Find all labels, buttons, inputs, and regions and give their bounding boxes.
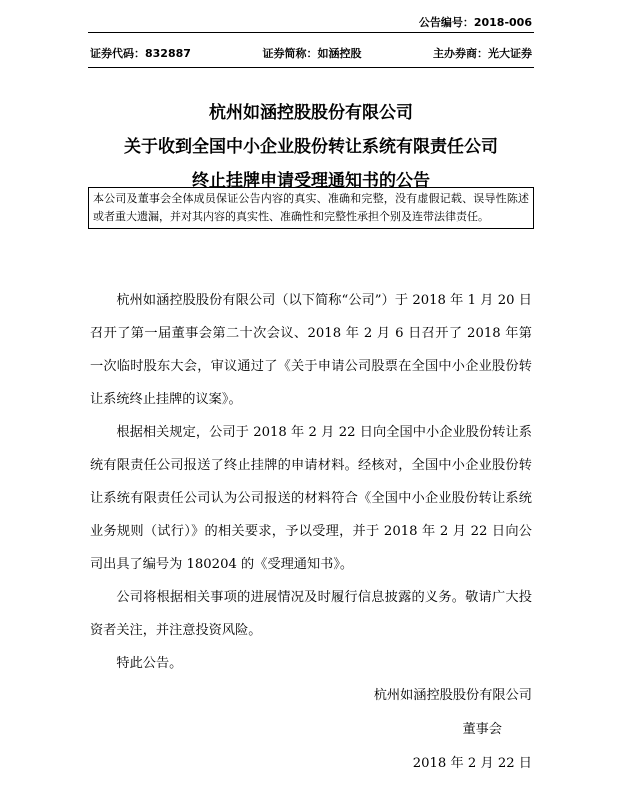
company-title: 杭州如涵控股股份有限公司 <box>209 103 413 123</box>
stock-code: 证券代码：832887 <box>90 47 191 60</box>
signature-board: 董事会 <box>462 722 502 737</box>
document-number: 公告编号：2018-006 <box>418 16 532 29</box>
info-divider <box>88 67 534 68</box>
signature-date: 2018 年 2 月 22 日 <box>412 756 532 771</box>
paragraph-closing: 特此公告。 <box>116 656 183 671</box>
sponsor-broker: 主办券商：光大证券 <box>433 47 532 60</box>
paragraph-disclosure: 公司将根据相关事项的进展情况及时履行信息披露的义务。敬请广大投资者关注，并注意投资风险。 <box>90 590 532 638</box>
announcement-title-line-2: 终止挂牌申请受理通知书的公告 <box>192 171 430 191</box>
disclaimer-box: 本公司及董事会全体成员保证公告内容的真实、准确和完整，没有虚假记载、误导性陈述或者重大遗漏，并对其内容的真实性、准确性和完整性承担个别及连带法律责任。 <box>88 187 534 229</box>
paragraph-meeting: 杭州如涵控股股份有限公司（以下简称“公司”）于 2018 年 1 月 20 日召开了第一届董事会第二十次会议、2018 年 2 月 6 日召开了 2018 年第一次临时股东大会，审议通过了《关于申请公司股票在全国中小企业股份转让系统终止挂牌的议案》。 <box>90 293 532 407</box>
header-divider <box>88 32 534 33</box>
signature-company: 杭州如涵控股股份有限公司 <box>373 688 532 703</box>
stock-name: 证券简称：如涵控股 <box>262 47 362 60</box>
announcement-body <box>90 284 532 680</box>
security-info-row <box>90 45 532 61</box>
announcement-title-line-1: 关于收到全国中小企业股份转让系统有限责任公司 <box>124 137 498 157</box>
paragraph-application: 根据相关规定，公司于 2018 年 2 月 22 日向全国中小企业股份转让系统有限责任公司报送了终止挂牌的申请材料。经核对，全国中小企业股份转让系统有限责任公司认为公司报送的材料符合《全国中小企业股份转让系统业务规则（试行）》的相关要求，予以受理，并于 2018 年 2 月 22 日向公司出具了编号为 180204 的《受理通知书》。 <box>90 425 532 572</box>
